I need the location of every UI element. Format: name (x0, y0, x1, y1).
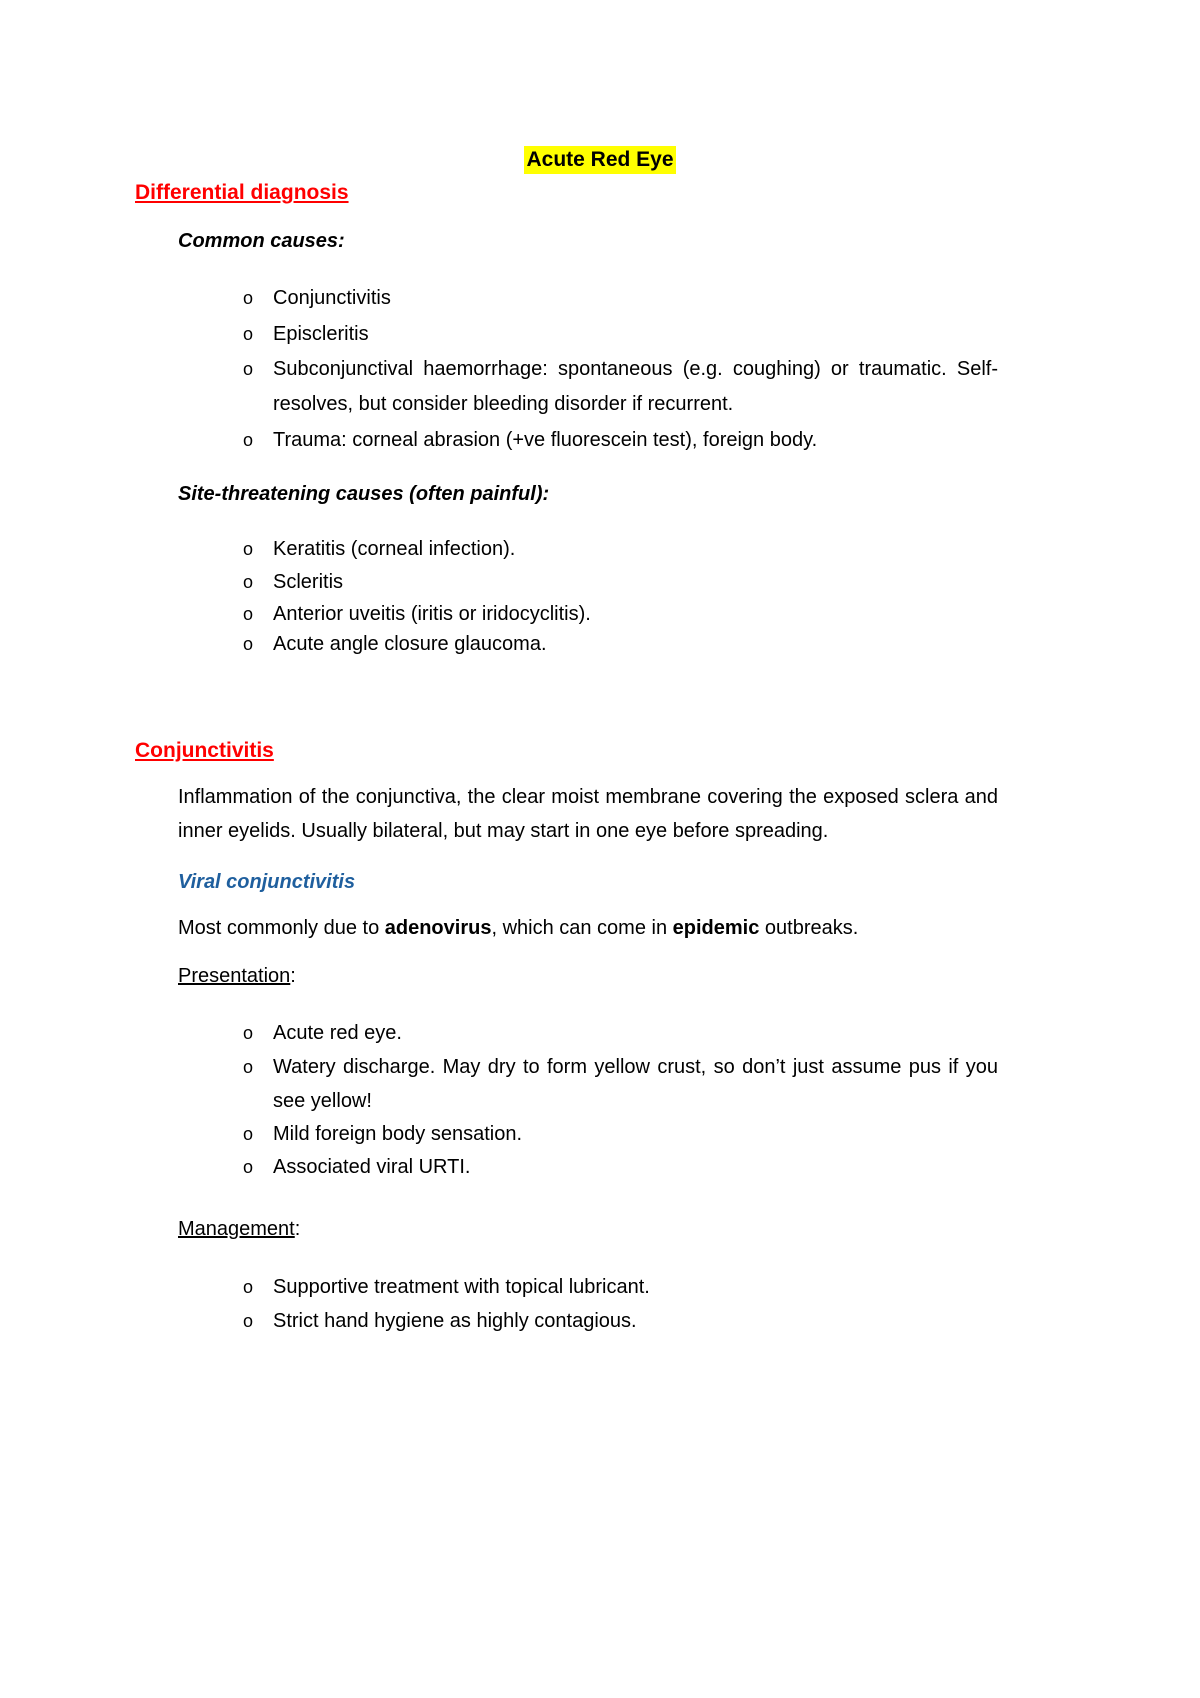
document-title: Acute Red Eye (524, 146, 675, 174)
differential-heading: Differential diagnosis (135, 181, 349, 204)
bullet-marker: o (243, 430, 254, 450)
bullet-marker: o (243, 1057, 254, 1077)
list-item: o Episcleritis (243, 316, 998, 352)
list-item: o Mild foreign body sensation. (243, 1118, 998, 1151)
conjunctivitis-heading: Conjunctivitis (135, 739, 274, 762)
list-item: o Conjunctivitis (243, 280, 998, 316)
bullet-marker: o (243, 1124, 254, 1144)
title-wrap (0, 146, 1200, 174)
bullet-marker: o (243, 324, 254, 344)
list-item: o Acute red eye. (243, 1016, 998, 1050)
management-list (243, 1270, 998, 1338)
viral-conjunctivitis-heading: Viral conjunctivitis (178, 871, 356, 893)
bullet-marker: o (243, 572, 254, 592)
bullet-marker: o (243, 288, 254, 308)
list-item: o Supportive treatment with topical lubricant. (243, 1270, 998, 1304)
conjunctivitis-intro: Inflammation of the conjunctiva, the clear moist membrane covering the exposed sclera and inner eyelids. Usually bilateral, but may start in one eye before spreading. (178, 786, 998, 842)
list-item: o Associated viral URTI. (243, 1151, 998, 1184)
list-item: o Acute angle closure glaucoma. (243, 629, 998, 659)
management-label-wrap: Management: (178, 1218, 301, 1240)
bullet-marker: o (243, 1277, 254, 1297)
epidemic-term: epidemic (672, 917, 760, 939)
list-item: o Anterior uveitis (iritis or iridocyclitis). (243, 599, 998, 629)
management-label: Management (178, 1218, 295, 1240)
common-causes-list (243, 280, 998, 458)
viral-description: Most commonly due to adenovirus, which can come in epidemic outbreaks. (178, 917, 859, 939)
bullet-marker: o (243, 359, 254, 379)
list-item: o Strict hand hygiene as highly contagious. (243, 1304, 998, 1338)
list-item: o Trauma: corneal abrasion (+ve fluorescein test), foreign body. (243, 422, 998, 458)
presentation-label-wrap: Presentation: (178, 965, 296, 987)
presentation-label: Presentation (178, 965, 291, 987)
bullet-marker: o (243, 1023, 254, 1043)
threatening-causes-list (243, 533, 998, 659)
presentation-list (243, 1016, 998, 1184)
bullet-marker: o (243, 539, 254, 559)
list-item: o Scleritis (243, 566, 998, 599)
list-item: o Keratitis (corneal infection). (243, 533, 998, 566)
bullet-marker: o (243, 634, 254, 654)
bullet-marker: o (243, 604, 254, 624)
list-item: o Watery discharge. May dry to form yellow crust, so don’t just assume pus if you see yellow! (243, 1050, 998, 1118)
threatening-causes-label: Site-threatening causes (often painful): (178, 483, 550, 505)
bullet-marker: o (243, 1311, 254, 1331)
list-item: o Subconjunctival haemorrhage: spontaneous (e.g. coughing) or traumatic. Self-resolves, but consider bleeding disorder if recurrent. (243, 352, 998, 422)
bullet-marker: o (243, 1157, 254, 1177)
common-causes-label: Common causes: (178, 230, 345, 252)
adenovirus-term: adenovirus (384, 917, 492, 939)
